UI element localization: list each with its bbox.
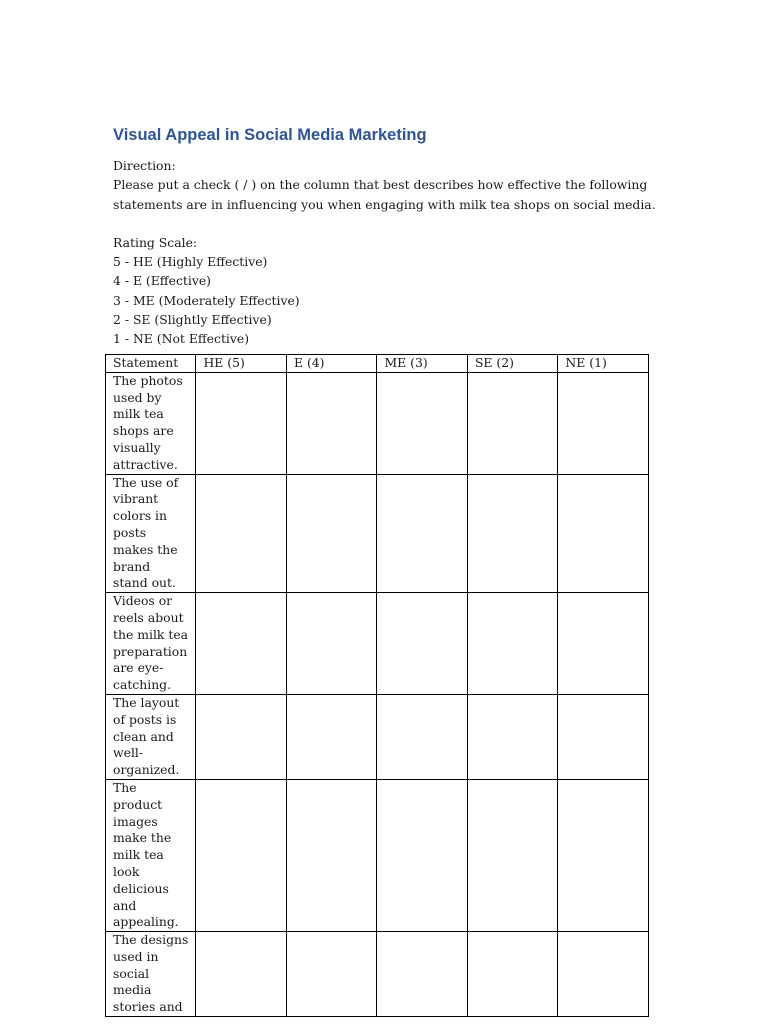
rating-cell-ne[interactable] bbox=[558, 694, 649, 779]
statement-cell: The use of vibrant colors in posts makes the brand stand out. bbox=[106, 474, 196, 593]
table-row bbox=[106, 779, 649, 931]
rating-cell-e[interactable] bbox=[286, 593, 376, 695]
rating-table bbox=[105, 354, 649, 1017]
rating-cell-me[interactable] bbox=[377, 474, 467, 593]
statement-cell: Videos or reels about the milk tea preparation are eye-catching. bbox=[106, 593, 196, 695]
statement-cell: The photos used by milk tea shops are visually attractive. bbox=[106, 372, 196, 474]
table-header-row bbox=[106, 355, 649, 373]
rating-cell-me[interactable] bbox=[377, 779, 467, 931]
rating-cell-e[interactable] bbox=[286, 779, 376, 931]
rating-cell-ne[interactable] bbox=[558, 593, 649, 695]
rating-cell-me[interactable] bbox=[377, 694, 467, 779]
rating-cell-se[interactable] bbox=[467, 474, 557, 593]
statement-cell: The layout of posts is clean and well-organized. bbox=[106, 694, 196, 779]
header-e: E (4) bbox=[286, 355, 376, 373]
rating-cell-se[interactable] bbox=[467, 779, 557, 931]
direction-text-line2: statements are in influencing you when engaging with milk tea shops on social media. bbox=[113, 196, 656, 212]
rating-cell-se[interactable] bbox=[467, 372, 557, 474]
rating-cell-he[interactable] bbox=[196, 932, 286, 1017]
rating-cell-he[interactable] bbox=[196, 474, 286, 593]
document-title: Visual Appeal in Social Media Marketing bbox=[113, 126, 427, 144]
direction-text-line1: Please put a check ( / ) on the column that best describes how effective the following bbox=[113, 177, 648, 193]
header-he: HE (5) bbox=[196, 355, 286, 373]
rating-cell-se[interactable] bbox=[467, 932, 557, 1017]
rating-scale-item: 2 - SE (Slightly Effective) bbox=[113, 312, 272, 328]
rating-cell-ne[interactable] bbox=[558, 474, 649, 593]
table-row bbox=[106, 372, 649, 474]
rating-cell-he[interactable] bbox=[196, 779, 286, 931]
paragraph-spacer bbox=[113, 214, 653, 233]
header-se: SE (2) bbox=[467, 355, 557, 373]
rating-scale-label: Rating Scale: bbox=[113, 234, 198, 250]
rating-cell-me[interactable] bbox=[377, 593, 467, 695]
rating-cell-me[interactable] bbox=[377, 932, 467, 1017]
statement-cell: The product images make the milk tea look delicious and appealing. bbox=[106, 779, 196, 931]
rating-cell-ne[interactable] bbox=[558, 372, 649, 474]
header-ne: NE (1) bbox=[558, 355, 649, 373]
document-body bbox=[113, 122, 656, 349]
rating-cell-ne[interactable] bbox=[558, 779, 649, 931]
statement-cell: The designs used in social media stories and bbox=[106, 932, 196, 1017]
rating-cell-se[interactable] bbox=[467, 593, 557, 695]
table-row bbox=[106, 932, 649, 1017]
rating-scale-item: 1 - NE (Not Effective) bbox=[113, 331, 250, 347]
header-me: ME (3) bbox=[377, 355, 467, 373]
table-row bbox=[106, 474, 649, 593]
rating-cell-e[interactable] bbox=[286, 372, 376, 474]
rating-cell-e[interactable] bbox=[286, 474, 376, 593]
rating-cell-he[interactable] bbox=[196, 372, 286, 474]
rating-cell-he[interactable] bbox=[196, 593, 286, 695]
rating-scale-item: 5 - HE (Highly Effective) bbox=[113, 254, 268, 270]
table-row bbox=[106, 593, 649, 695]
rating-cell-he[interactable] bbox=[196, 694, 286, 779]
table-row bbox=[106, 694, 649, 779]
rating-cell-se[interactable] bbox=[467, 694, 557, 779]
rating-cell-ne[interactable] bbox=[558, 932, 649, 1017]
rating-scale-item: 4 - E (Effective) bbox=[113, 273, 211, 289]
rating-cell-me[interactable] bbox=[377, 372, 467, 474]
rating-cell-e[interactable] bbox=[286, 932, 376, 1017]
rating-cell-e[interactable] bbox=[286, 694, 376, 779]
rating-scale-item: 3 - ME (Moderately Effective) bbox=[113, 292, 300, 308]
direction-label: Direction: bbox=[113, 158, 176, 173]
header-statement: Statement bbox=[106, 355, 196, 373]
